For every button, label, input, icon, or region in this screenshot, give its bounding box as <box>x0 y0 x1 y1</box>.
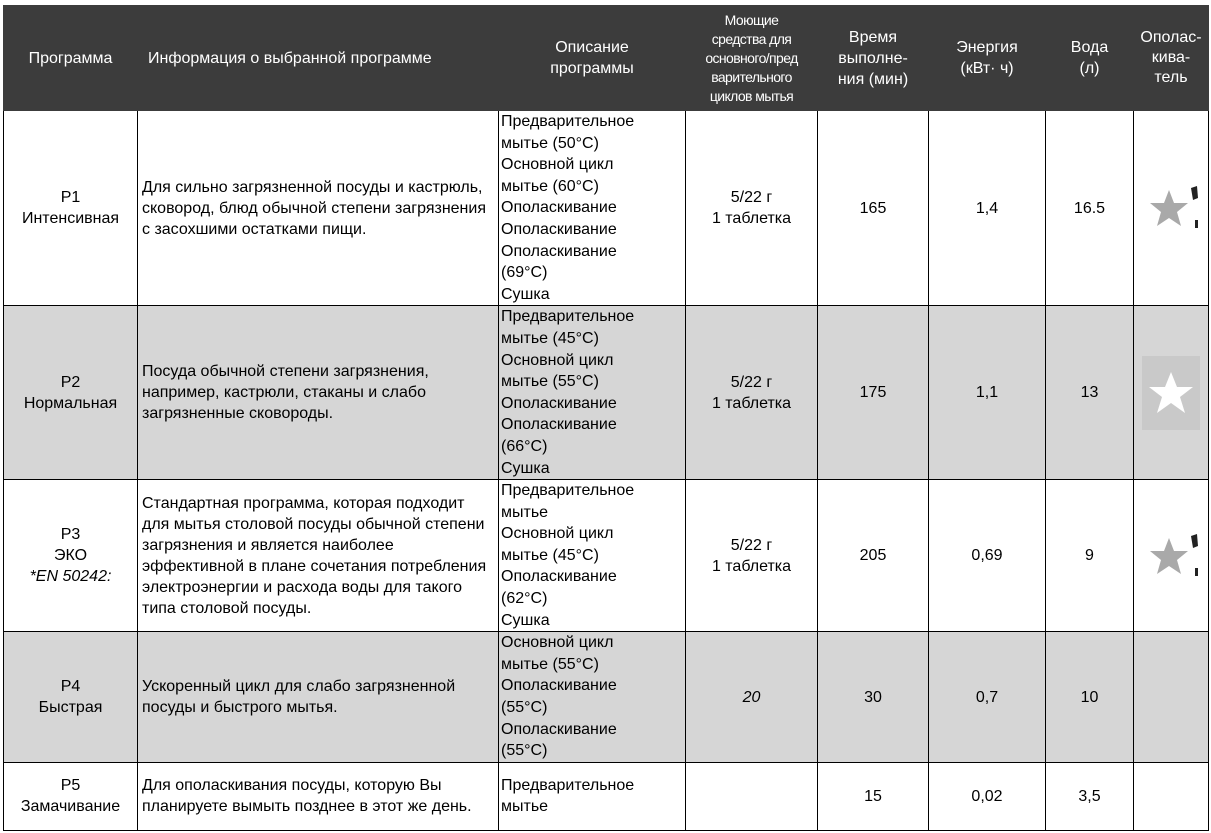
text-line: Быстрая <box>38 699 103 717</box>
program-detergent <box>686 306 818 480</box>
text-line: Ополас- <box>1140 29 1202 46</box>
text-line: Предварительное <box>501 482 635 500</box>
program-energy: 1,1 <box>929 306 1046 480</box>
text-line: Ополаскивание <box>501 677 617 695</box>
text-line: программы <box>550 60 634 77</box>
program-standard: *EN 50242: <box>29 568 112 586</box>
rinse-cell <box>1134 111 1209 306</box>
program-description <box>499 306 686 480</box>
text-line: мытье (55°C) <box>501 655 599 673</box>
text-line: мытье (45°C) <box>501 329 599 347</box>
text-line: Основной цикл <box>501 525 614 543</box>
text-line: Предварительное <box>501 776 635 794</box>
text-line: варительного <box>711 68 792 85</box>
table-row <box>4 306 1209 480</box>
header-time <box>818 6 929 111</box>
program-time: 165 <box>818 111 929 306</box>
program-water: 13 <box>1046 306 1134 480</box>
program-name <box>4 632 138 763</box>
program-name <box>4 111 138 306</box>
program-description <box>499 632 686 763</box>
table-row <box>4 480 1209 632</box>
text-line: Основной цикл <box>501 156 614 174</box>
program-detergent <box>686 480 818 632</box>
program-water: 16.5 <box>1046 111 1134 306</box>
text-line: основного/пред <box>705 49 798 66</box>
text-line: Сушка <box>501 285 550 303</box>
text-line: Моющие <box>724 11 779 28</box>
program-name <box>4 480 138 632</box>
star-icon <box>1143 534 1199 578</box>
text-line: ния (мин) <box>837 70 909 88</box>
header-program: Программа <box>4 6 138 111</box>
program-detergent <box>686 762 818 830</box>
text-line: Предварительное <box>501 113 635 130</box>
program-time: 15 <box>818 762 929 830</box>
text-line: мытье <box>501 798 549 816</box>
header-info: Информация о выбранной программе <box>138 6 499 111</box>
text-line: Сушка <box>501 611 550 629</box>
program-time: 175 <box>818 306 929 480</box>
program-info: Ускоренный цикл для слабо загрязненной посуды и быстрого мытья. <box>138 632 499 763</box>
program-description <box>499 480 686 632</box>
text-line: Время <box>848 28 898 46</box>
text-line: 5/22 г <box>730 536 773 554</box>
text-line: выполне- <box>838 49 908 67</box>
text-line: Ополаскивание <box>501 720 617 738</box>
text-line: 1 таблетка <box>711 394 792 412</box>
text-line: P2 <box>60 373 81 391</box>
text-line: Вода <box>1070 39 1109 56</box>
program-energy: 0,69 <box>929 480 1046 632</box>
text-line: 1 таблетка <box>711 210 792 228</box>
text-line: Интенсивная <box>21 210 120 228</box>
program-info: Для ополаскивания посуды, которую Вы планируете вымыть позднее в этот же день. <box>138 762 499 830</box>
header-row <box>4 6 1209 111</box>
table-row <box>4 632 1209 763</box>
text-line: Ополаскивание <box>501 394 617 412</box>
table-row <box>4 111 1209 306</box>
text-line: Ополаскивание <box>501 199 617 217</box>
text-line: P1 <box>60 189 81 207</box>
text-line: мытье (45°C) <box>501 546 599 564</box>
text-line: (55°C) <box>501 742 548 760</box>
text-line: (66°C) <box>501 437 548 455</box>
text-line: P5 <box>60 777 81 795</box>
program-detergent <box>686 632 818 763</box>
text-line: Замачивание <box>20 798 121 816</box>
program-time: 205 <box>818 480 929 632</box>
program-energy: 1,4 <box>929 111 1046 306</box>
program-title: ЭКО <box>53 547 88 565</box>
text-line: кива- <box>1151 49 1191 66</box>
text-line: Ополаскивание <box>501 242 617 260</box>
program-detergent <box>686 111 818 306</box>
program-time: 30 <box>818 632 929 763</box>
program-water: 10 <box>1046 632 1134 763</box>
text-line: Ополаскивание <box>501 568 617 586</box>
star-icon <box>1143 186 1199 230</box>
table-row <box>4 762 1209 830</box>
text-line: (кВт· ч) <box>960 60 1014 77</box>
star-icon <box>1142 356 1200 430</box>
text-line: циклов мытья <box>709 87 794 104</box>
text-line: Основной цикл <box>501 351 614 369</box>
text-line: 1 таблетка <box>711 557 792 575</box>
text-line: тель <box>1154 69 1188 86</box>
text-line: Нормальная <box>23 394 118 412</box>
text-line: мытье <box>501 503 549 521</box>
header-description <box>499 6 686 111</box>
text-line: Ополаскивание <box>501 220 617 238</box>
text-line: мытье (60°C) <box>501 177 599 195</box>
program-energy: 0,7 <box>929 632 1046 763</box>
program-info: Посуда обычной степени загрязнения, например, кастрюли, стаканы и слабо загрязненные сковороды. <box>138 306 499 480</box>
text-line: P4 <box>60 678 81 696</box>
program-name <box>4 306 138 480</box>
header-energy <box>929 6 1046 111</box>
text-line: Ополаскивание <box>501 416 617 434</box>
text-line: 20 <box>742 688 761 706</box>
program-info: Для сильно загрязненной посуды и кастрюль, сковород, блюд обычной степени загрязнения с засохшими остатками пищи. <box>138 111 499 306</box>
program-name <box>4 762 138 830</box>
rinse-cell <box>1134 762 1209 830</box>
program-description <box>499 111 686 306</box>
text-line: (55°C) <box>501 699 548 717</box>
program-code: P3 <box>60 526 81 544</box>
program-water: 3,5 <box>1046 762 1134 830</box>
text-line: Предварительное <box>501 308 635 326</box>
text-line: 5/22 г <box>730 189 773 207</box>
text-line: (69°C) <box>501 264 548 282</box>
program-description <box>499 762 686 830</box>
text-line: мытье (55°C) <box>501 373 599 391</box>
text-line: мытье (50°C) <box>501 134 599 152</box>
text-line: Основной цикл <box>501 634 614 652</box>
program-info: Стандартная программа, которая подходит для мытья столовой посуды обычной степени загрязнения и является наиболее эффективной в плане сочетания потребления электроэнергии и расхода воды для такого типа столовой посуды. <box>138 480 499 632</box>
program-water: 9 <box>1046 480 1134 632</box>
text-line: Сушка <box>501 459 550 477</box>
header-rinse <box>1134 6 1209 111</box>
text-line: (л) <box>1079 60 1100 77</box>
rinse-cell <box>1134 480 1209 632</box>
text-line: (62°C) <box>501 590 548 608</box>
text-line: 5/22 г <box>730 373 773 391</box>
rinse-cell <box>1134 306 1209 480</box>
rinse-cell <box>1134 632 1209 763</box>
text-line: средства для <box>711 30 792 47</box>
programs-table <box>3 5 1209 831</box>
program-energy: 0,02 <box>929 762 1046 830</box>
header-water <box>1046 6 1134 111</box>
text-line: Энергия <box>956 39 1018 56</box>
header-detergent <box>686 6 818 111</box>
text-line: Описание <box>555 39 629 56</box>
